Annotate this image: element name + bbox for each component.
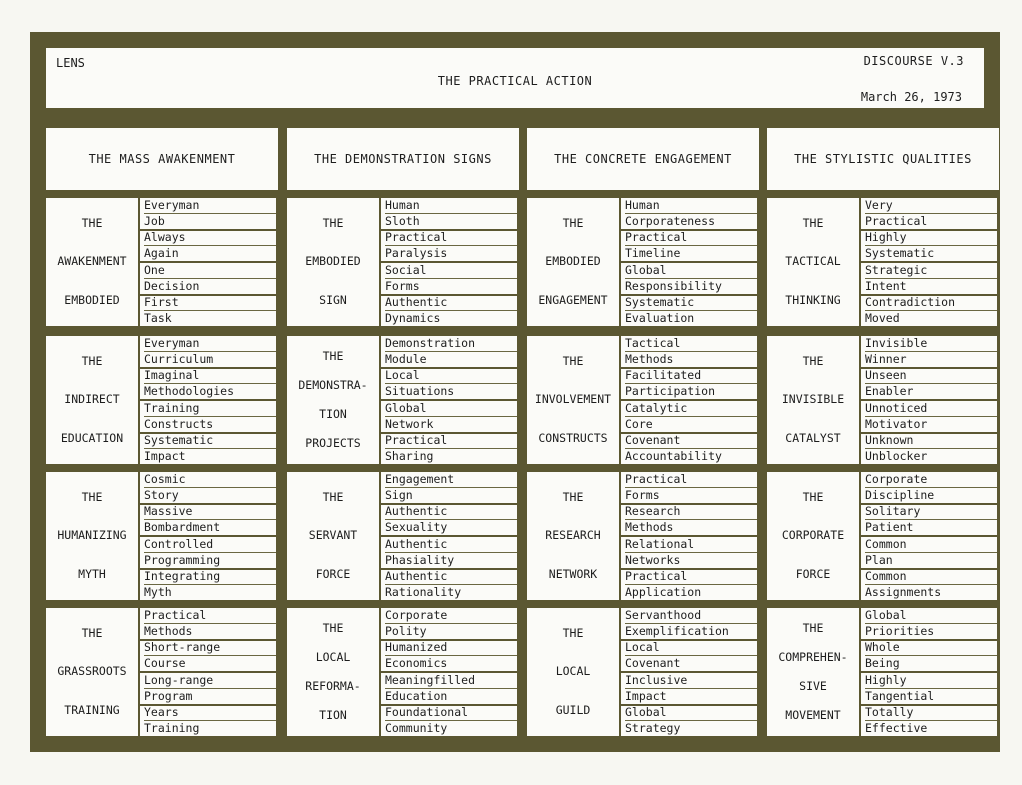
row-label-line: TION	[319, 708, 347, 722]
item-list	[621, 608, 757, 736]
row-label-line: THE	[81, 215, 103, 230]
row-label-line: THE	[562, 625, 584, 640]
row-label-line: INVISIBLE	[781, 392, 845, 407]
list-item	[381, 537, 517, 568]
list-item	[861, 369, 997, 400]
list-item-line: Sexuality	[385, 519, 517, 535]
list-item	[861, 198, 997, 229]
list-item-line: One	[144, 263, 165, 277]
list-item	[861, 263, 997, 294]
list-item-line: Years	[144, 705, 179, 720]
chart-sheet	[30, 32, 1000, 752]
row-label-line: THE	[322, 349, 344, 363]
row-label-line: GRASSROOTS	[57, 664, 127, 679]
list-item	[621, 369, 757, 400]
row-label-line: THE	[562, 215, 584, 230]
row-label	[287, 198, 379, 326]
list-item-line: Covenant	[625, 433, 681, 448]
item-list	[621, 472, 757, 600]
list-item	[140, 198, 276, 229]
list-item-line: Network	[385, 416, 517, 432]
list-item-line: Common	[865, 569, 907, 584]
list-item	[621, 570, 757, 601]
list-item	[381, 336, 517, 367]
list-item	[381, 673, 517, 704]
list-item-line: Long-range	[144, 673, 214, 687]
list-item-line: Practical	[144, 608, 207, 622]
row-label-line: AWAKENMENT	[57, 254, 127, 269]
list-item	[861, 296, 997, 327]
lens-label: LENS	[56, 56, 85, 70]
row-label-line: THE	[81, 625, 103, 640]
list-item-line: Course	[144, 655, 276, 671]
row-label-line: FORCE	[315, 567, 351, 582]
list-item	[621, 472, 757, 503]
item-list	[861, 472, 997, 600]
list-item-line: Impact	[625, 688, 757, 704]
row-label-line: TION	[319, 407, 347, 421]
row-label-line: INVOLVEMENT	[534, 392, 612, 407]
list-item-line: Community	[385, 720, 517, 736]
list-item	[140, 537, 276, 568]
row-label-line: COMPREHEN-	[778, 650, 848, 664]
list-item-line: Priorities	[865, 623, 997, 639]
list-item-line: Methods	[144, 623, 276, 639]
list-item-line: Foundational	[385, 705, 469, 720]
list-item-line: Core	[625, 416, 757, 432]
row-label-line: HUMANIZING	[57, 528, 127, 543]
row-label-line: THE	[322, 215, 344, 230]
row-label	[767, 198, 859, 326]
list-item	[861, 401, 997, 432]
list-item	[140, 706, 276, 737]
item-list	[140, 472, 276, 600]
list-item-line: Practical	[625, 230, 688, 245]
row-label-line: MOVEMENT	[785, 708, 841, 722]
list-item	[381, 570, 517, 601]
list-item-line: Practical	[385, 433, 448, 448]
list-item	[621, 434, 757, 465]
list-item-line: Controlled	[144, 537, 214, 551]
list-item-line: Motivator	[865, 416, 997, 432]
list-item-line: Contradiction	[865, 295, 956, 310]
list-item	[621, 537, 757, 568]
list-item	[861, 706, 997, 737]
item-list	[140, 336, 276, 464]
row-label-line: SIVE	[799, 679, 827, 693]
list-item	[861, 231, 997, 262]
list-item	[140, 472, 276, 503]
list-item-line: Meaningfilled	[385, 673, 476, 687]
list-item-line: Practical	[865, 213, 997, 229]
list-item	[381, 401, 517, 432]
row-label-line: THE	[802, 489, 824, 504]
list-item-line: Training	[144, 401, 200, 415]
row-label-line: MYTH	[78, 567, 106, 582]
list-item-line: Discipline	[865, 487, 997, 503]
list-item	[861, 434, 997, 465]
row-label-line: CONSTRUCTS	[538, 431, 608, 446]
list-item-line: Engagement	[385, 472, 455, 486]
list-item-line: Forms	[385, 278, 517, 294]
row-label-line: EMBODIED	[545, 254, 601, 269]
list-item-line: Local	[625, 640, 660, 655]
list-item-line: Global	[625, 705, 667, 720]
list-item-line: Strategy	[625, 720, 757, 736]
row-label-line: THE	[322, 489, 344, 504]
list-item-line: Humanized	[385, 640, 448, 655]
list-item-line: Decision	[144, 278, 276, 294]
row-label	[287, 336, 379, 464]
item-list	[861, 198, 997, 326]
list-item-line: Global	[625, 263, 667, 277]
list-item	[381, 296, 517, 327]
list-item-line: Imaginal	[144, 368, 200, 383]
list-item-line: Forms	[625, 487, 757, 503]
row-label	[527, 198, 619, 326]
list-item-line: Bombardment	[144, 519, 276, 535]
row-label-line: EMBODIED	[305, 254, 361, 269]
item-list	[381, 472, 517, 600]
list-item	[381, 263, 517, 294]
list-item-line: Rationality	[385, 584, 517, 600]
row-label-line: DEMONSTRA-	[298, 378, 368, 392]
list-item-line: Integrating	[144, 569, 221, 584]
row-label-line: EDUCATION	[60, 431, 124, 446]
list-item-line: Sign	[385, 487, 517, 503]
list-item-line: Massive	[144, 504, 193, 519]
list-item-line: Dynamics	[385, 310, 517, 326]
list-item-line: Human	[385, 198, 420, 212]
list-item-line: Systematic	[865, 245, 997, 261]
list-item-line: Corporate	[865, 472, 928, 486]
list-item-line: Corporateness	[625, 213, 757, 229]
list-item	[621, 505, 757, 536]
list-item-line: Unblocker	[865, 448, 997, 464]
list-item	[861, 570, 997, 601]
list-item-line: Methods	[625, 351, 757, 367]
list-item-line: Moved	[865, 310, 997, 326]
item-list	[140, 198, 276, 326]
row-label-line: LOCAL	[555, 664, 591, 679]
row-label	[46, 336, 138, 464]
row-label-line: FORCE	[795, 567, 831, 582]
list-item	[621, 608, 757, 639]
list-item-line: Unknown	[865, 433, 914, 448]
list-item	[621, 231, 757, 262]
column-heading: THE DEMONSTRATION SIGNS	[287, 128, 519, 190]
list-item	[140, 231, 276, 262]
row-label-line: REFORMA-	[305, 679, 361, 693]
list-item-line: Education	[385, 688, 517, 704]
list-item	[381, 198, 517, 229]
list-item-line: Winner	[865, 351, 997, 367]
row-label-line: TACTICAL	[785, 254, 841, 269]
item-list	[861, 336, 997, 464]
list-item-line: Cosmic	[144, 472, 186, 486]
list-item-line: Unseen	[865, 368, 907, 383]
list-item-line: Tactical	[625, 336, 681, 350]
list-item	[621, 673, 757, 704]
list-item-line: Everyman	[144, 336, 200, 350]
list-item	[140, 673, 276, 704]
column-heading: THE MASS AWAKENMENT	[46, 128, 278, 190]
row-label	[46, 198, 138, 326]
list-item-line: Impact	[144, 448, 276, 464]
row-label	[46, 472, 138, 600]
row-label-line: CORPORATE	[781, 528, 845, 543]
list-item-line: Methods	[625, 519, 757, 535]
row-label-line: THE	[81, 489, 103, 504]
list-item-line: Authentic	[385, 295, 448, 310]
list-item-line: Corporate	[385, 608, 448, 622]
item-list	[381, 336, 517, 464]
row-label	[46, 608, 138, 736]
row-label-line: THE	[802, 215, 824, 230]
list-item-line: Systematic	[144, 433, 214, 448]
list-item	[621, 706, 757, 737]
row-label	[527, 336, 619, 464]
item-list	[621, 198, 757, 326]
list-item-line: Demonstration	[385, 336, 476, 350]
list-item-line: Authentic	[385, 537, 448, 551]
list-item	[861, 673, 997, 704]
list-item	[140, 401, 276, 432]
list-item-line: Authentic	[385, 569, 448, 584]
row-label-line: NETWORK	[548, 567, 598, 582]
row-label-line: THE	[81, 353, 103, 368]
list-item-line: Social	[385, 263, 427, 277]
list-item	[140, 263, 276, 294]
list-item-line: Exemplification	[625, 623, 757, 639]
row-label-line: CATALYST	[785, 431, 841, 446]
row-label-line: THE	[562, 489, 584, 504]
row-label-line: SIGN	[319, 293, 347, 308]
list-item-line: Solitary	[865, 504, 921, 519]
row-label	[287, 608, 379, 736]
row-label-line: LOCAL	[315, 650, 351, 664]
list-item	[381, 641, 517, 672]
list-item-line: Program	[144, 688, 276, 704]
item-list	[381, 608, 517, 736]
row-label-line: THE	[562, 353, 584, 368]
list-item	[381, 608, 517, 639]
list-item-line: Assignments	[865, 584, 997, 600]
list-item-line: Everyman	[144, 198, 200, 212]
list-item	[140, 505, 276, 536]
row-label	[767, 336, 859, 464]
list-item-line: Networks	[625, 552, 757, 568]
list-item-line: Invisible	[865, 336, 928, 350]
row-label-line: ENGAGEMENT	[538, 293, 608, 308]
list-item	[861, 641, 997, 672]
row-label-line: TRAINING	[64, 703, 120, 718]
list-item-line: Intent	[865, 278, 997, 294]
list-item	[861, 336, 997, 367]
list-item-line: Participation	[625, 383, 757, 399]
row-label	[767, 472, 859, 600]
discourse-version: DISCOURSE V.3	[863, 54, 964, 68]
list-item-line: Paralysis	[385, 245, 517, 261]
list-item-line: Practical	[385, 230, 448, 245]
row-label-line: INDIRECT	[64, 392, 120, 407]
row-label-line: THINKING	[785, 293, 841, 308]
list-item-line: Methodologies	[144, 383, 276, 399]
list-item-line: Training	[144, 720, 276, 736]
list-item	[621, 296, 757, 327]
list-item	[140, 434, 276, 465]
list-item	[140, 608, 276, 639]
list-item	[861, 608, 997, 639]
list-item-line: Strategic	[865, 263, 928, 277]
list-item-line: Practical	[625, 569, 688, 584]
list-item	[140, 336, 276, 367]
list-item-line: Global	[865, 608, 907, 622]
row-label	[527, 608, 619, 736]
list-item-line: Covenant	[625, 655, 757, 671]
list-item-line: Myth	[144, 584, 276, 600]
row-label-line: GUILD	[555, 703, 591, 718]
list-item	[621, 336, 757, 367]
list-item-line: Situations	[385, 383, 517, 399]
list-item	[381, 434, 517, 465]
list-item	[381, 472, 517, 503]
list-item-line: Programming	[144, 552, 276, 568]
list-item	[381, 505, 517, 536]
list-item	[381, 231, 517, 262]
list-item	[621, 263, 757, 294]
list-item-line: Systematic	[625, 295, 695, 310]
item-list	[621, 336, 757, 464]
list-item-line: Module	[385, 351, 517, 367]
row-label	[767, 608, 859, 736]
row-label-line: SERVANT	[308, 528, 358, 543]
list-item-line: Whole	[865, 640, 900, 655]
list-item-line: Catalytic	[625, 401, 688, 415]
list-item-line: Tangential	[865, 688, 997, 704]
list-item	[621, 401, 757, 432]
row-label-line: THE	[802, 621, 824, 635]
list-item-line: Accountability	[625, 448, 757, 464]
list-item-line: Short-range	[144, 640, 221, 655]
list-item-line: Research	[625, 504, 681, 519]
list-item	[861, 472, 997, 503]
list-item	[140, 570, 276, 601]
list-item	[140, 369, 276, 400]
list-item-line: Story	[144, 487, 276, 503]
list-item-line: Curriculum	[144, 351, 276, 367]
list-item-line: Phasiality	[385, 552, 517, 568]
list-item-line: Effective	[865, 720, 997, 736]
document-header	[46, 48, 984, 108]
list-item-line: Very	[865, 198, 893, 212]
document-title: THE PRACTICAL ACTION	[437, 74, 593, 88]
list-item	[861, 537, 997, 568]
list-item-line: Polity	[385, 623, 517, 639]
list-item-line: Being	[865, 655, 997, 671]
list-item-line: Highly	[865, 673, 907, 687]
item-list	[381, 198, 517, 326]
list-item	[861, 505, 997, 536]
list-item-line: Local	[385, 368, 420, 383]
list-item-line: Enabler	[865, 383, 997, 399]
list-item-line: Constructs	[144, 416, 276, 432]
list-item-line: Relational	[625, 537, 695, 551]
row-label	[287, 472, 379, 600]
list-item-line: Sloth	[385, 213, 517, 229]
list-item-line: Patient	[865, 519, 997, 535]
list-item-line: Totally	[865, 705, 914, 720]
list-item-line: Always	[144, 230, 186, 245]
list-item-line: Global	[385, 401, 427, 415]
list-item	[140, 641, 276, 672]
row-label-line: THE	[802, 353, 824, 368]
list-item	[140, 296, 276, 327]
list-item-line: Authentic	[385, 504, 448, 519]
list-item-line: Responsibility	[625, 278, 757, 294]
list-item-line: First	[144, 295, 179, 310]
list-item-line: Timeline	[625, 245, 757, 261]
column-heading: THE CONCRETE ENGAGEMENT	[527, 128, 759, 190]
item-list	[140, 608, 276, 736]
list-item-line: Common	[865, 537, 907, 551]
list-item-line: Inclusive	[625, 673, 688, 687]
document-date: March 26, 1973	[860, 90, 962, 104]
list-item-line: Evaluation	[625, 310, 757, 326]
list-item-line: Human	[625, 198, 660, 212]
list-item-line: Practical	[625, 472, 688, 486]
row-label-line: PROJECTS	[305, 436, 361, 450]
list-item-line: Job	[144, 213, 276, 229]
row-label-line: EMBODIED	[64, 293, 120, 308]
list-item-line: Application	[625, 584, 757, 600]
list-item	[381, 369, 517, 400]
list-item-line: Facilitated	[625, 368, 702, 383]
list-item	[381, 706, 517, 737]
list-item	[621, 198, 757, 229]
list-item-line: Servanthood	[625, 608, 702, 622]
row-label	[527, 472, 619, 600]
list-item	[621, 641, 757, 672]
item-list	[861, 608, 997, 736]
list-item-line: Again	[144, 245, 276, 261]
list-item-line: Plan	[865, 552, 997, 568]
list-item-line: Economics	[385, 655, 517, 671]
list-item-line: Unnoticed	[865, 401, 928, 415]
list-item-line: Highly	[865, 230, 907, 245]
row-label-line: RESEARCH	[545, 528, 601, 543]
row-label-line: THE	[322, 621, 344, 635]
list-item-line: Task	[144, 310, 276, 326]
column-heading: THE STYLISTIC QUALITIES	[767, 128, 999, 190]
list-item-line: Sharing	[385, 448, 517, 464]
